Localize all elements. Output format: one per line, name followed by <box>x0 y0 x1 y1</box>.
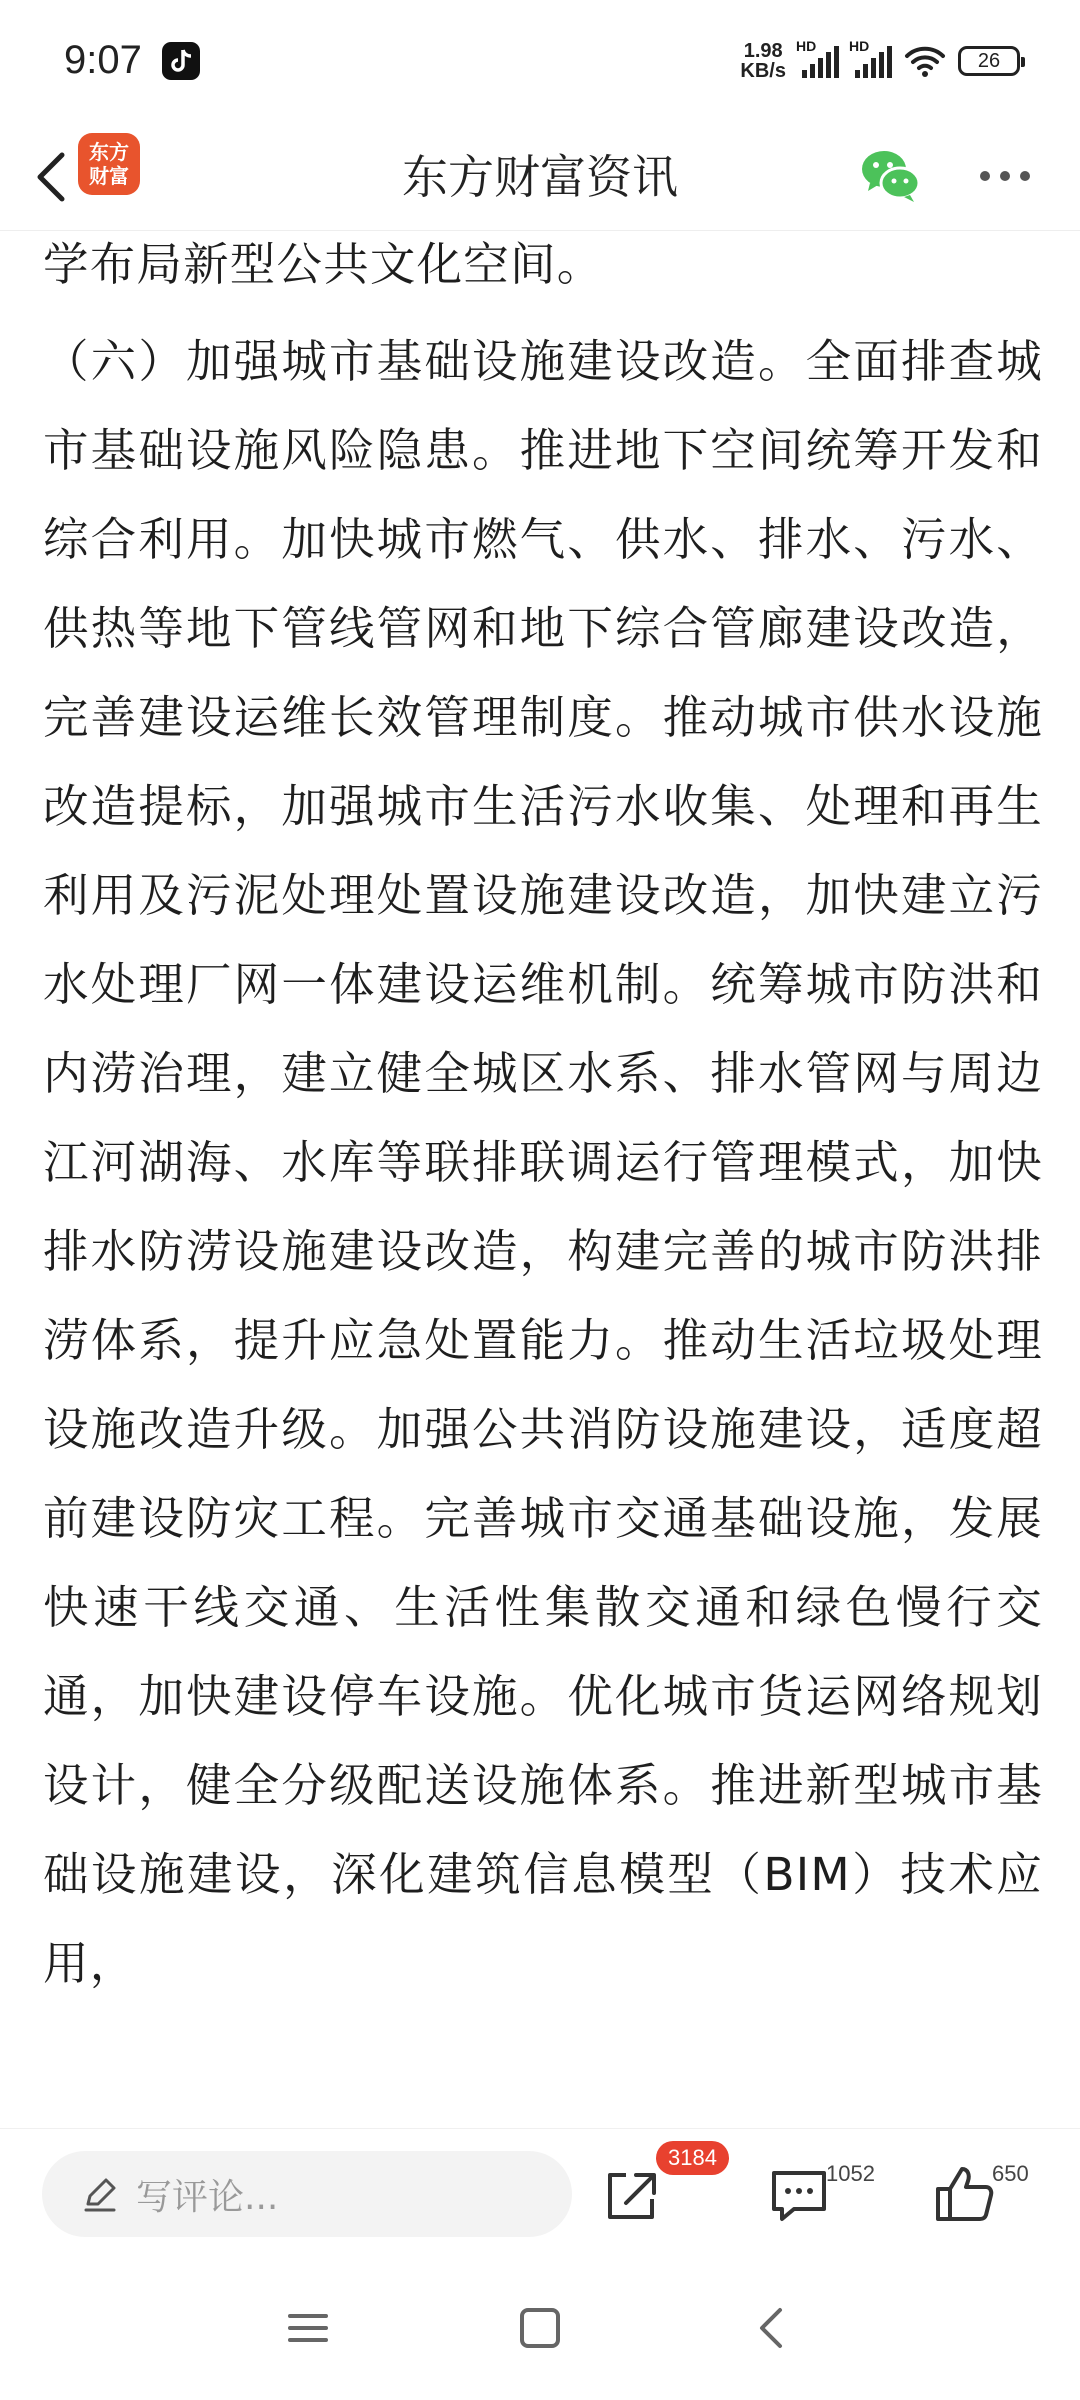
status-time: 9:07 <box>64 38 142 82</box>
action-bar <box>0 2128 1080 2259</box>
share-button[interactable] <box>596 2159 666 2229</box>
nav-menu-icon <box>278 2298 338 2358</box>
share-count-badge: 3184 <box>656 2141 729 2175</box>
pen-icon <box>80 2174 120 2214</box>
more-options-button[interactable] <box>970 143 1040 209</box>
status-bar <box>0 0 1080 125</box>
more-icon-dot <box>1020 171 1030 181</box>
signal-icon <box>796 38 839 78</box>
comments-button[interactable] <box>764 2159 834 2229</box>
signal-hd-label-2: HD <box>849 38 870 54</box>
article-paragraph: 学布局新型公共文化空间。 <box>43 238 604 291</box>
net-speed-value: 1.98 <box>743 40 783 62</box>
battery-indicator: 26 <box>958 46 1020 76</box>
comment-input[interactable] <box>42 2151 572 2237</box>
net-speed <box>740 41 786 81</box>
nav-home-icon <box>510 2298 570 2358</box>
share-icon <box>596 2159 666 2229</box>
nav-back-button[interactable] <box>742 2298 802 2358</box>
comment-placeholder: 写评论... <box>136 2176 279 2218</box>
app-header <box>0 125 1080 231</box>
nav-menu-button[interactable] <box>278 2298 338 2358</box>
like-icon <box>930 2159 1000 2229</box>
signal-hd-label: HD <box>796 38 817 54</box>
source-logo[interactable] <box>78 133 140 195</box>
like-button[interactable] <box>930 2159 1000 2229</box>
page-title: 东方财富资讯 <box>402 150 678 204</box>
back-arrow-icon <box>30 149 70 205</box>
comment-icon <box>764 2159 834 2229</box>
nav-home-button[interactable] <box>510 2298 570 2358</box>
article-body <box>43 220 1043 2128</box>
status-indicators <box>740 36 1020 86</box>
wechat-icon <box>858 143 924 209</box>
wechat-share-button[interactable] <box>858 143 924 209</box>
comments-count: 1052 <box>826 2161 875 2186</box>
article-paragraph: （六）加强城市基础设施建设改造。全面排查城市基础设施风险隐患。推进地下空间统筹开发和综合利用。加快城市燃气、供水、排水、污水、供热等地下管线管网和地下综合管廊建设改造，完善建设运维长效管理制度。推动城市供水设施改造提标，加强城市生活污水收集、处理和再生利用及污泥处理处置设施建设改造，加快建立污水处理厂网一体建设运维机制。统筹城市防洪和内涝治理，建立健全城区水系、排水管网与周边江河湖海、水库等联排联调运行管理模式，加快排水防涝设施建设改造，构建完善的城市防洪排涝体系，提升应急处置能力。推动生活垃圾处理设施改造升级。加强公共消防设施建设，适度超前建设防灾工程。完善城市交通基础设施，发展快速干线交通、生活性集散交通和绿色慢行交通，加快建设停车设施。优化城市货运网络规划设计，健全分级配送设施体系。推进新型城市基础设施建设，深化建筑信息模型（BIM）技术应用， <box>43 335 1043 1990</box>
more-icon-dot <box>1000 171 1010 181</box>
nav-back-icon <box>742 2298 802 2358</box>
more-icon <box>980 171 990 181</box>
system-nav-bar <box>0 2258 1080 2400</box>
back-button[interactable] <box>18 145 82 209</box>
logo-text-line2: 财富 <box>89 164 129 188</box>
wifi-icon <box>904 44 946 78</box>
net-speed-unit: KB/s <box>740 60 786 82</box>
tiktok-icon <box>162 42 200 80</box>
logo-text-line1: 东方 <box>89 140 129 164</box>
signal-icon-2 <box>849 38 892 78</box>
likes-count: 650 <box>992 2161 1029 2186</box>
